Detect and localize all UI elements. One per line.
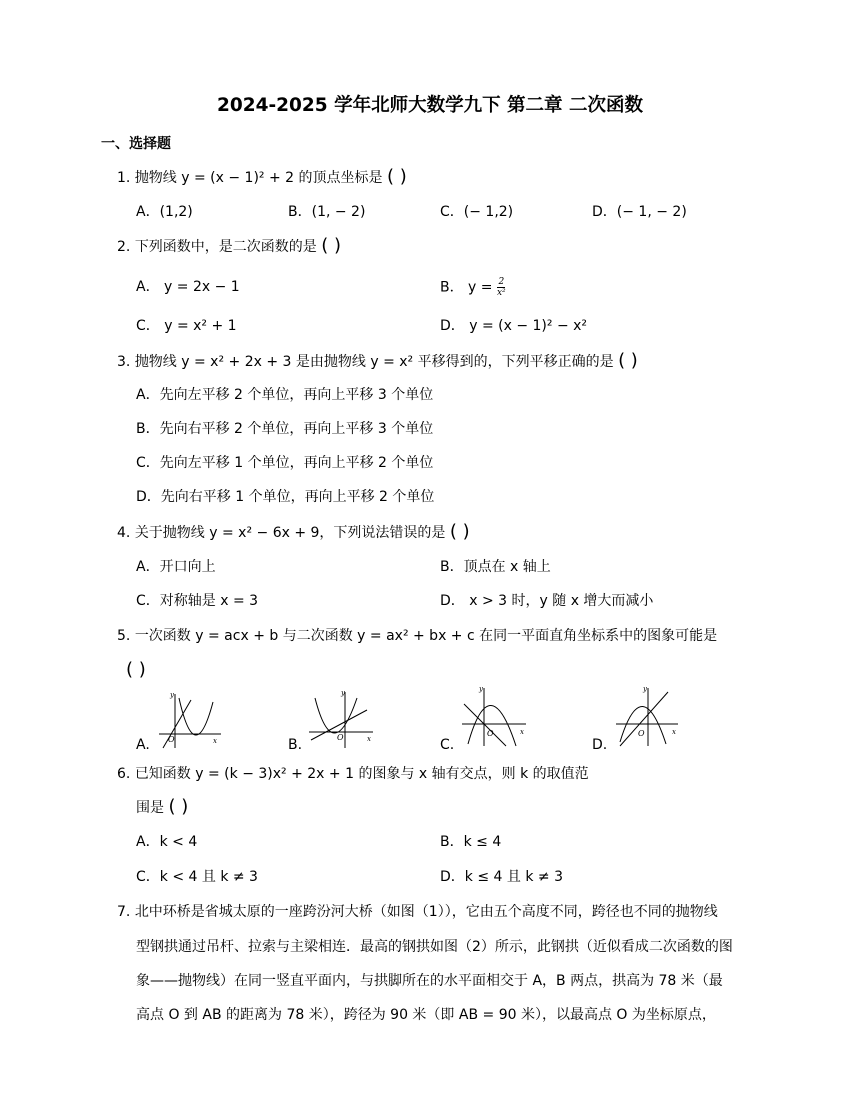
section-heading: 一、选择题 (101, 136, 171, 152)
axis-x-label: x (367, 735, 371, 743)
question-stem-continued: 围是 (136, 800, 164, 816)
question-number: 6. (117, 766, 131, 782)
answer-blank: ( ) (321, 235, 342, 256)
parabola (468, 705, 516, 746)
question-7-line-3: 象——抛物线）在同一竖直平面内，与拱脚所在的水平面相交于 A，B 两点，拱高为 78 米（最 (136, 973, 723, 989)
question-number: 2. (117, 239, 131, 255)
question-stem-line-1: 北中环桥是省城太原的一座跨汾河大桥（如图（1）），它由五个高度不同，跨径也不同的抛物线 (134, 904, 718, 920)
option-c: C． y = x² + 1 (136, 318, 237, 334)
answer-blank: ( ) (449, 521, 470, 542)
option-d: D．先向右平移 1 个单位，再向上平移 2 个单位 (136, 489, 435, 505)
origin-label: O (337, 733, 344, 742)
answer-blank (126, 660, 146, 681)
question-7-line-4: 高点 O 到 AB 的距离为 78 米），跨径为 90 米（即 AB = 90 米），以最高点 O 为坐标原点， (136, 1007, 716, 1023)
fraction-denominator: x² (496, 288, 506, 298)
question-7 (117, 902, 718, 922)
question-number: 5. (117, 628, 131, 644)
axis-y-label: y (643, 685, 647, 693)
option-c: C．k < 4 且 k ≠ 3 (136, 869, 258, 885)
origin-label: O (168, 735, 175, 744)
question-2 (117, 236, 341, 257)
axis-x-label: x (520, 728, 524, 736)
answer-blank-paren: ( ) (126, 659, 146, 680)
option-b-graph (305, 688, 377, 750)
question-4 (117, 522, 470, 543)
axis-x-label: x (213, 737, 217, 745)
option-a: A．开口向上 (136, 559, 216, 575)
question-number: 7. (117, 904, 131, 920)
axis-y-label: y (170, 691, 174, 699)
origin-label: O (638, 729, 645, 738)
option-b: B．k ≤ 4 (440, 834, 502, 850)
question-1 (117, 167, 407, 188)
axis-y-label: y (479, 685, 483, 693)
question-number: 3. (117, 354, 131, 370)
fraction-numerator: 2 (498, 277, 505, 287)
option-d: D． x > 3 时，y 随 x 增大而减小 (440, 593, 654, 609)
question-6 (117, 764, 589, 784)
option-d-graph (612, 684, 682, 750)
question-stem: 抛物线 y = (x − 1)² + 2 的顶点坐标是 (134, 170, 383, 186)
option-b: B．先向右平移 2 个单位，再向上平移 3 个单位 (136, 421, 434, 437)
question-5 (117, 626, 717, 646)
option-a-label: A. (136, 737, 150, 753)
option-a-graph (155, 690, 225, 750)
answer-blank: ( ) (168, 796, 189, 817)
option-c-graph (458, 684, 530, 750)
option-c-label: C. (440, 737, 455, 753)
option-b (440, 277, 506, 298)
question-stem: 关于抛物线 y = x² − 6x + 9，下列说法错误的是 (134, 525, 446, 541)
option-a: A． y = 2x − 1 (136, 279, 240, 295)
question-3 (117, 351, 638, 372)
option-b: B．(1, − 2) (288, 204, 366, 220)
option-a: A．k < 4 (136, 834, 198, 850)
question-stem: 已知函数 y = (k − 3)x² + 2x + 1 的图象与 x 轴有交点，则 k 的取值范 (134, 766, 589, 782)
answer-blank: ( ) (618, 350, 638, 371)
option-d: D．k ≤ 4 且 k ≠ 3 (440, 869, 563, 885)
question-stem: 抛物线 y = x² + 2x + 3 是由抛物线 y = x² 平移得到的，下列平移正确的是 (134, 354, 614, 370)
question-stem: 一次函数 y = acx + b 与二次函数 y = ax² + bx + c 在同一平面直角坐标系中的图象可能是 (134, 628, 718, 644)
parabola (179, 698, 213, 735)
option-c: C．(− 1,2) (440, 204, 514, 220)
question-7-line-2: 型钢拱通过吊杆、拉索与主梁相连．最高的钢拱如图（2）所示，此钢拱（近似看成二次函数的图 (136, 939, 733, 955)
answer-blank: ( ) (386, 166, 407, 187)
option-a: A．先向左平移 2 个单位，再向上平移 3 个单位 (136, 387, 434, 403)
option-d: D． y = (x − 1)² − x² (440, 318, 588, 334)
option-c: C．对称轴是 x = 3 (136, 593, 259, 609)
option-c: C．先向左平移 1 个单位，再向上平移 2 个单位 (136, 455, 434, 471)
option-b-prefix: B． y = (440, 279, 493, 296)
question-number: 4. (117, 525, 131, 541)
option-d: D．(− 1, − 2) (592, 204, 687, 220)
question-6-continued (136, 797, 188, 818)
option-b: B．顶点在 x 轴上 (440, 559, 551, 575)
question-stem: 下列函数中，是二次函数的是 (134, 239, 317, 255)
axis-y-label: y (341, 689, 345, 697)
option-b-label: B. (288, 737, 303, 753)
fraction (497, 277, 506, 298)
axis-x-label: x (672, 728, 676, 736)
option-a: A．(1,2) (136, 204, 193, 220)
question-number: 1. (117, 170, 131, 186)
parabola (315, 698, 357, 733)
page-title: 2024-2025 学年北师大数学九下 第二章 二次函数 (217, 95, 643, 116)
origin-label: O (487, 729, 494, 738)
option-d-label: D. (592, 737, 608, 753)
